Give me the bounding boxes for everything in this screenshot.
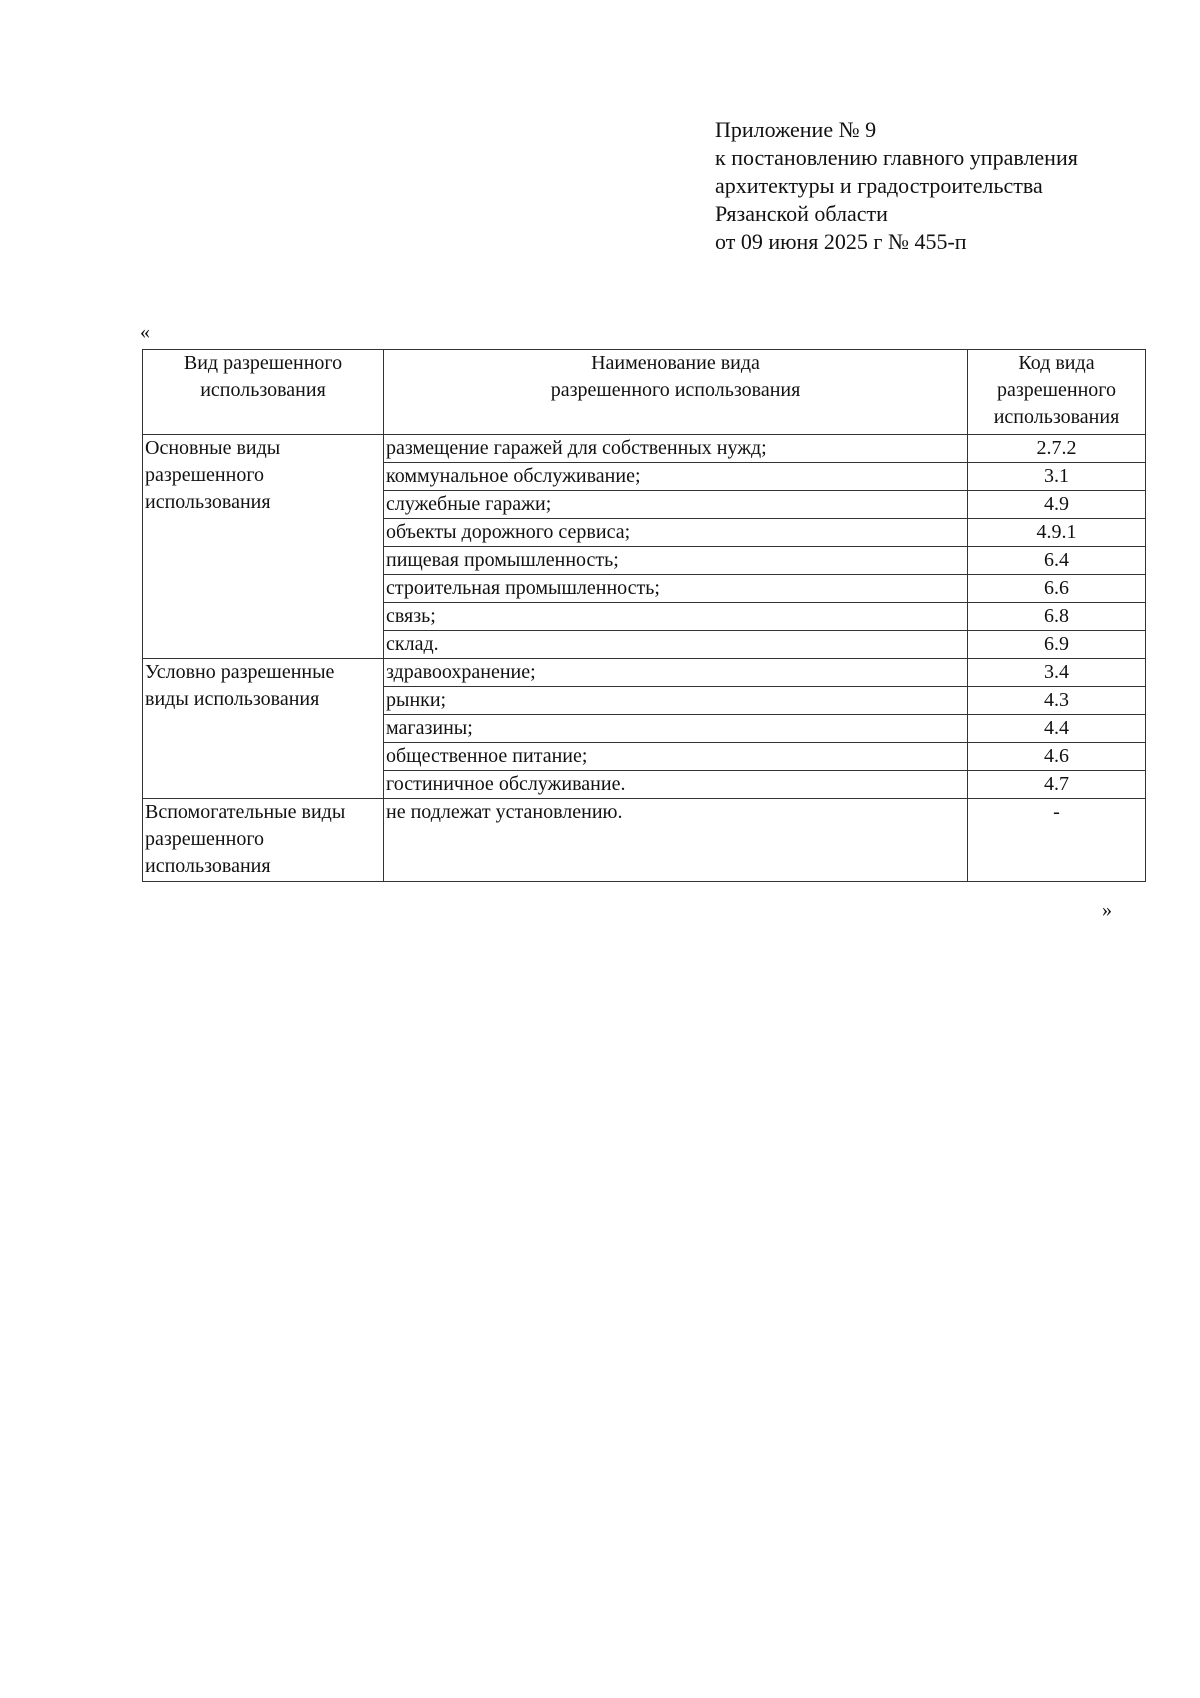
use-code-cell: - [968,799,1146,882]
use-code-cell: 6.4 [968,547,1146,575]
column-header-use-code [968,350,1146,435]
closing-quote: » [1102,899,1112,921]
use-code-cell: 4.6 [968,743,1146,771]
use-code-cell: 6.9 [968,631,1146,659]
use-code-cell: 6.8 [968,603,1146,631]
appendix-title: Приложение № 9 [715,117,877,142]
use-name-cell: склад. [384,631,968,659]
use-name-cell: служебные гаражи; [384,491,968,519]
table-row [143,799,1146,882]
appendix-date-number: от 09 июня 2025 г № 455-п [715,229,967,254]
use-name-cell: объекты дорожного сервиса; [384,519,968,547]
appendix-line-4: Рязанской области [715,201,888,226]
column-header-label: Наименование вида разрешенного использования [550,352,801,401]
use-name-cell: коммунальное обслуживание; [384,463,968,491]
column-header-label: Вид разрешенного использования [183,352,343,401]
table-header-row [143,350,1146,435]
use-code-cell: 4.9.1 [968,519,1146,547]
use-code-cell: 2.7.2 [968,435,1146,463]
use-code-cell: 3.1 [968,463,1146,491]
use-name-cell: общественное питание; [384,743,968,771]
table-row [143,435,1146,463]
use-name-cell: связь; [384,603,968,631]
appendix-line-3: архитектуры и градостроительства [715,173,1043,198]
use-code-cell: 4.3 [968,687,1146,715]
use-name-cell: строительная промышленность; [384,575,968,603]
use-name-cell: размещение гаражей для собственных нужд; [384,435,968,463]
column-header-use-name [384,350,968,435]
use-name-cell: не подлежат установлению. [384,799,968,882]
use-code-cell: 4.4 [968,715,1146,743]
group-title-conditional: Условно разрешенные виды использования [143,659,384,799]
column-header-label: Код вида разрешенного использования [993,352,1120,428]
group-title-main: Основные виды разрешенного использования [143,435,384,659]
group-title-auxiliary: Вспомогательные виды разрешенного использования [143,799,384,882]
use-name-cell: пищевая промышленность; [384,547,968,575]
use-name-cell: магазины; [384,715,968,743]
appendix-line-2: к постановлению главного управления [715,145,1078,170]
use-code-cell: 4.7 [968,771,1146,799]
permitted-uses-table [142,349,1146,882]
opening-quote: « [140,321,150,343]
appendix-header [715,116,1155,256]
use-code-cell: 6.6 [968,575,1146,603]
table-row [143,659,1146,687]
use-name-cell: гостиничное обслуживание. [384,771,968,799]
use-code-cell: 4.9 [968,491,1146,519]
use-name-cell: здравоохранение; [384,659,968,687]
use-name-cell: рынки; [384,687,968,715]
column-header-use-type [143,350,384,435]
use-code-cell: 3.4 [968,659,1146,687]
